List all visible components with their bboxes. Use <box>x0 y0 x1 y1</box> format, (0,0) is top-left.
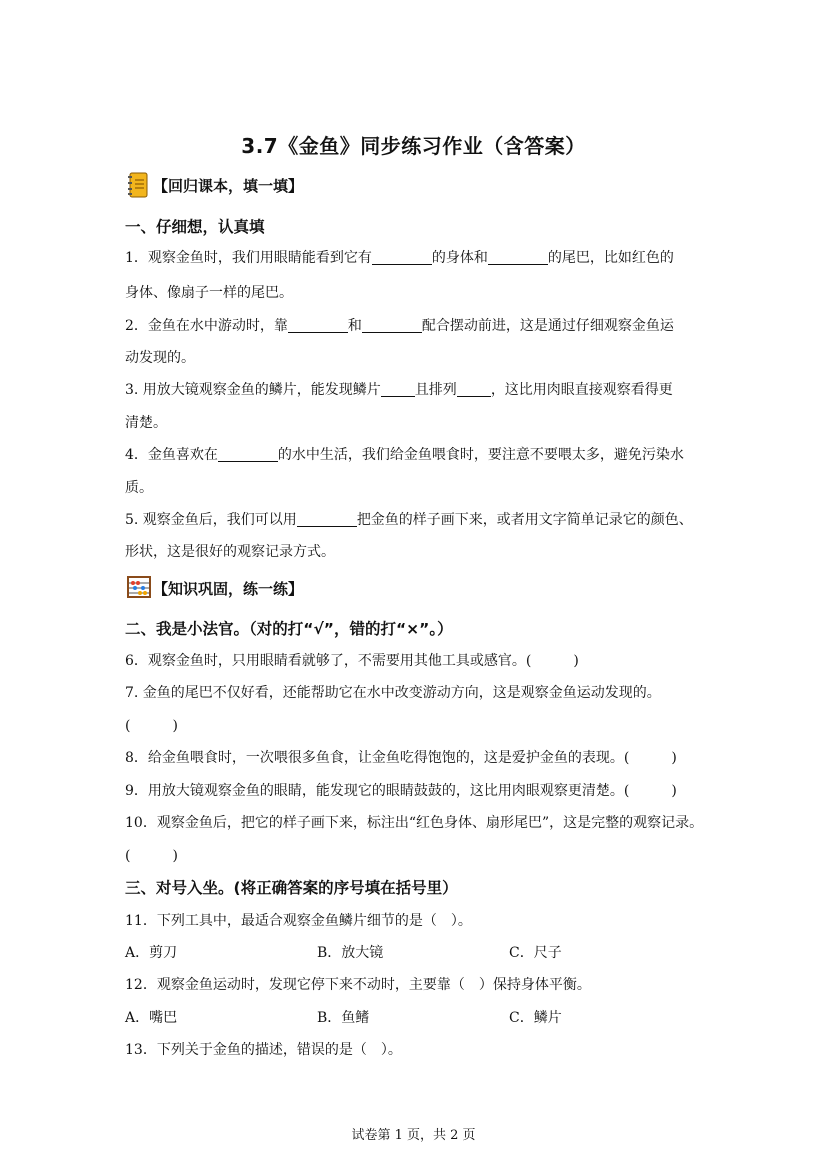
question-5-line-2: 形状，这是很好的观察记录方式。 <box>125 544 335 560</box>
answer-blank[interactable] <box>372 248 432 265</box>
section-heading-fill: 一、仔细想，认真填 <box>125 218 265 236</box>
option-a[interactable]: A．剪刀 <box>125 945 178 961</box>
question-1-line-2: 身体、像扇子一样的尾巴。 <box>125 285 293 301</box>
answer-blank[interactable] <box>297 510 357 527</box>
question-1-line-1: 1．观察金鱼时，我们用眼睛能看到它有 的身体和 的尾巴，比如红色的 <box>125 250 674 266</box>
answer-blank[interactable] <box>362 316 422 333</box>
option-b[interactable]: B．鱼鳍 <box>317 1010 370 1026</box>
question-3-line-2: 清楚。 <box>125 415 167 431</box>
option-c[interactable]: C．尺子 <box>509 945 562 961</box>
answer-blank[interactable] <box>488 248 548 265</box>
question-6: 6．观察金鱼时，只用眼睛看就够了，不需要用其他工具或感官。( ) <box>125 653 579 669</box>
question-13: 13．下列关于金鱼的描述，错误的是（ ）。 <box>125 1042 402 1058</box>
question-7-line-1: 7. 金鱼的尾巴不仅好看，还能帮助它在水中改变游动方向，这是观察金鱼运动发现的。 <box>125 685 661 701</box>
question-10-line-1: 10．观察金鱼后，把它的样子画下来，标注出“红色身体、扇形尾巴”，这是完整的观察记录。 <box>125 815 704 831</box>
question-7-answer[interactable]: ( ) <box>125 718 178 734</box>
question-8: 8．给金鱼喂食时，一次喂很多鱼食，让金鱼吃得饱饱的，这是爱护金鱼的表现。( ) <box>125 750 677 766</box>
abacus-icon <box>127 575 149 601</box>
notebook-icon <box>127 172 149 198</box>
answer-blank[interactable] <box>381 380 415 397</box>
option-a[interactable]: A．嘴巴 <box>125 1010 178 1026</box>
question-5-line-1: 5. 观察金鱼后，我们可以用 把金鱼的样子画下来，或者用文字简单记录它的颜色、 <box>125 512 693 528</box>
answer-blank[interactable] <box>457 380 491 397</box>
section-banner-review <box>127 172 303 198</box>
question-4-line-2: 质。 <box>125 480 153 496</box>
answer-blank[interactable] <box>288 316 348 333</box>
question-3-line-1: 3. 用放大镜观察金鱼的鳞片，能发现鳞片 且排列 ，这比用肉眼直接观察看得更 <box>125 382 673 398</box>
question-12: 12．观察金鱼运动时，发现它停下来不动时，主要靠（ ）保持身体平衡。 <box>125 977 591 993</box>
section-heading-choice: 三、对号入坐。(将正确答案的序号填在括号里） <box>125 879 458 897</box>
section-heading-judge: 二、我是小法官。（对的打“√”，错的打“×”。） <box>125 620 453 638</box>
option-c[interactable]: C．鳞片 <box>509 1010 562 1026</box>
question-11: 11．下列工具中，最适合观察金鱼鳞片细节的是（ ）。 <box>125 913 472 929</box>
option-b[interactable]: B．放大镜 <box>317 945 384 961</box>
question-10-answer[interactable]: ( ) <box>125 848 178 864</box>
page-title: 3.7《金鱼》同步练习作业（含答案） <box>241 134 586 158</box>
question-9: 9．用放大镜观察金鱼的眼睛，能发现它的眼睛鼓鼓的，这比用肉眼观察更清楚。( ) <box>125 783 677 799</box>
answer-blank[interactable] <box>218 445 278 462</box>
question-2-line-1: 2．金鱼在水中游动时，靠 和 配合摆动前进，这是通过仔细观察金鱼运 <box>125 318 674 334</box>
section-banner-practice <box>127 575 303 601</box>
question-4-line-1: 4．金鱼喜欢在 的水中生活，我们给金鱼喂食时，要注意不要喂太多，避免污染水 <box>125 447 684 463</box>
banner-label: 【回归课本，填一填】 <box>153 176 304 195</box>
banner-label: 【知识巩固，练一练】 <box>153 579 304 598</box>
page-footer: 试卷第 1 页，共 2 页 <box>351 1128 476 1143</box>
question-2-line-2: 动发现的。 <box>125 350 195 366</box>
